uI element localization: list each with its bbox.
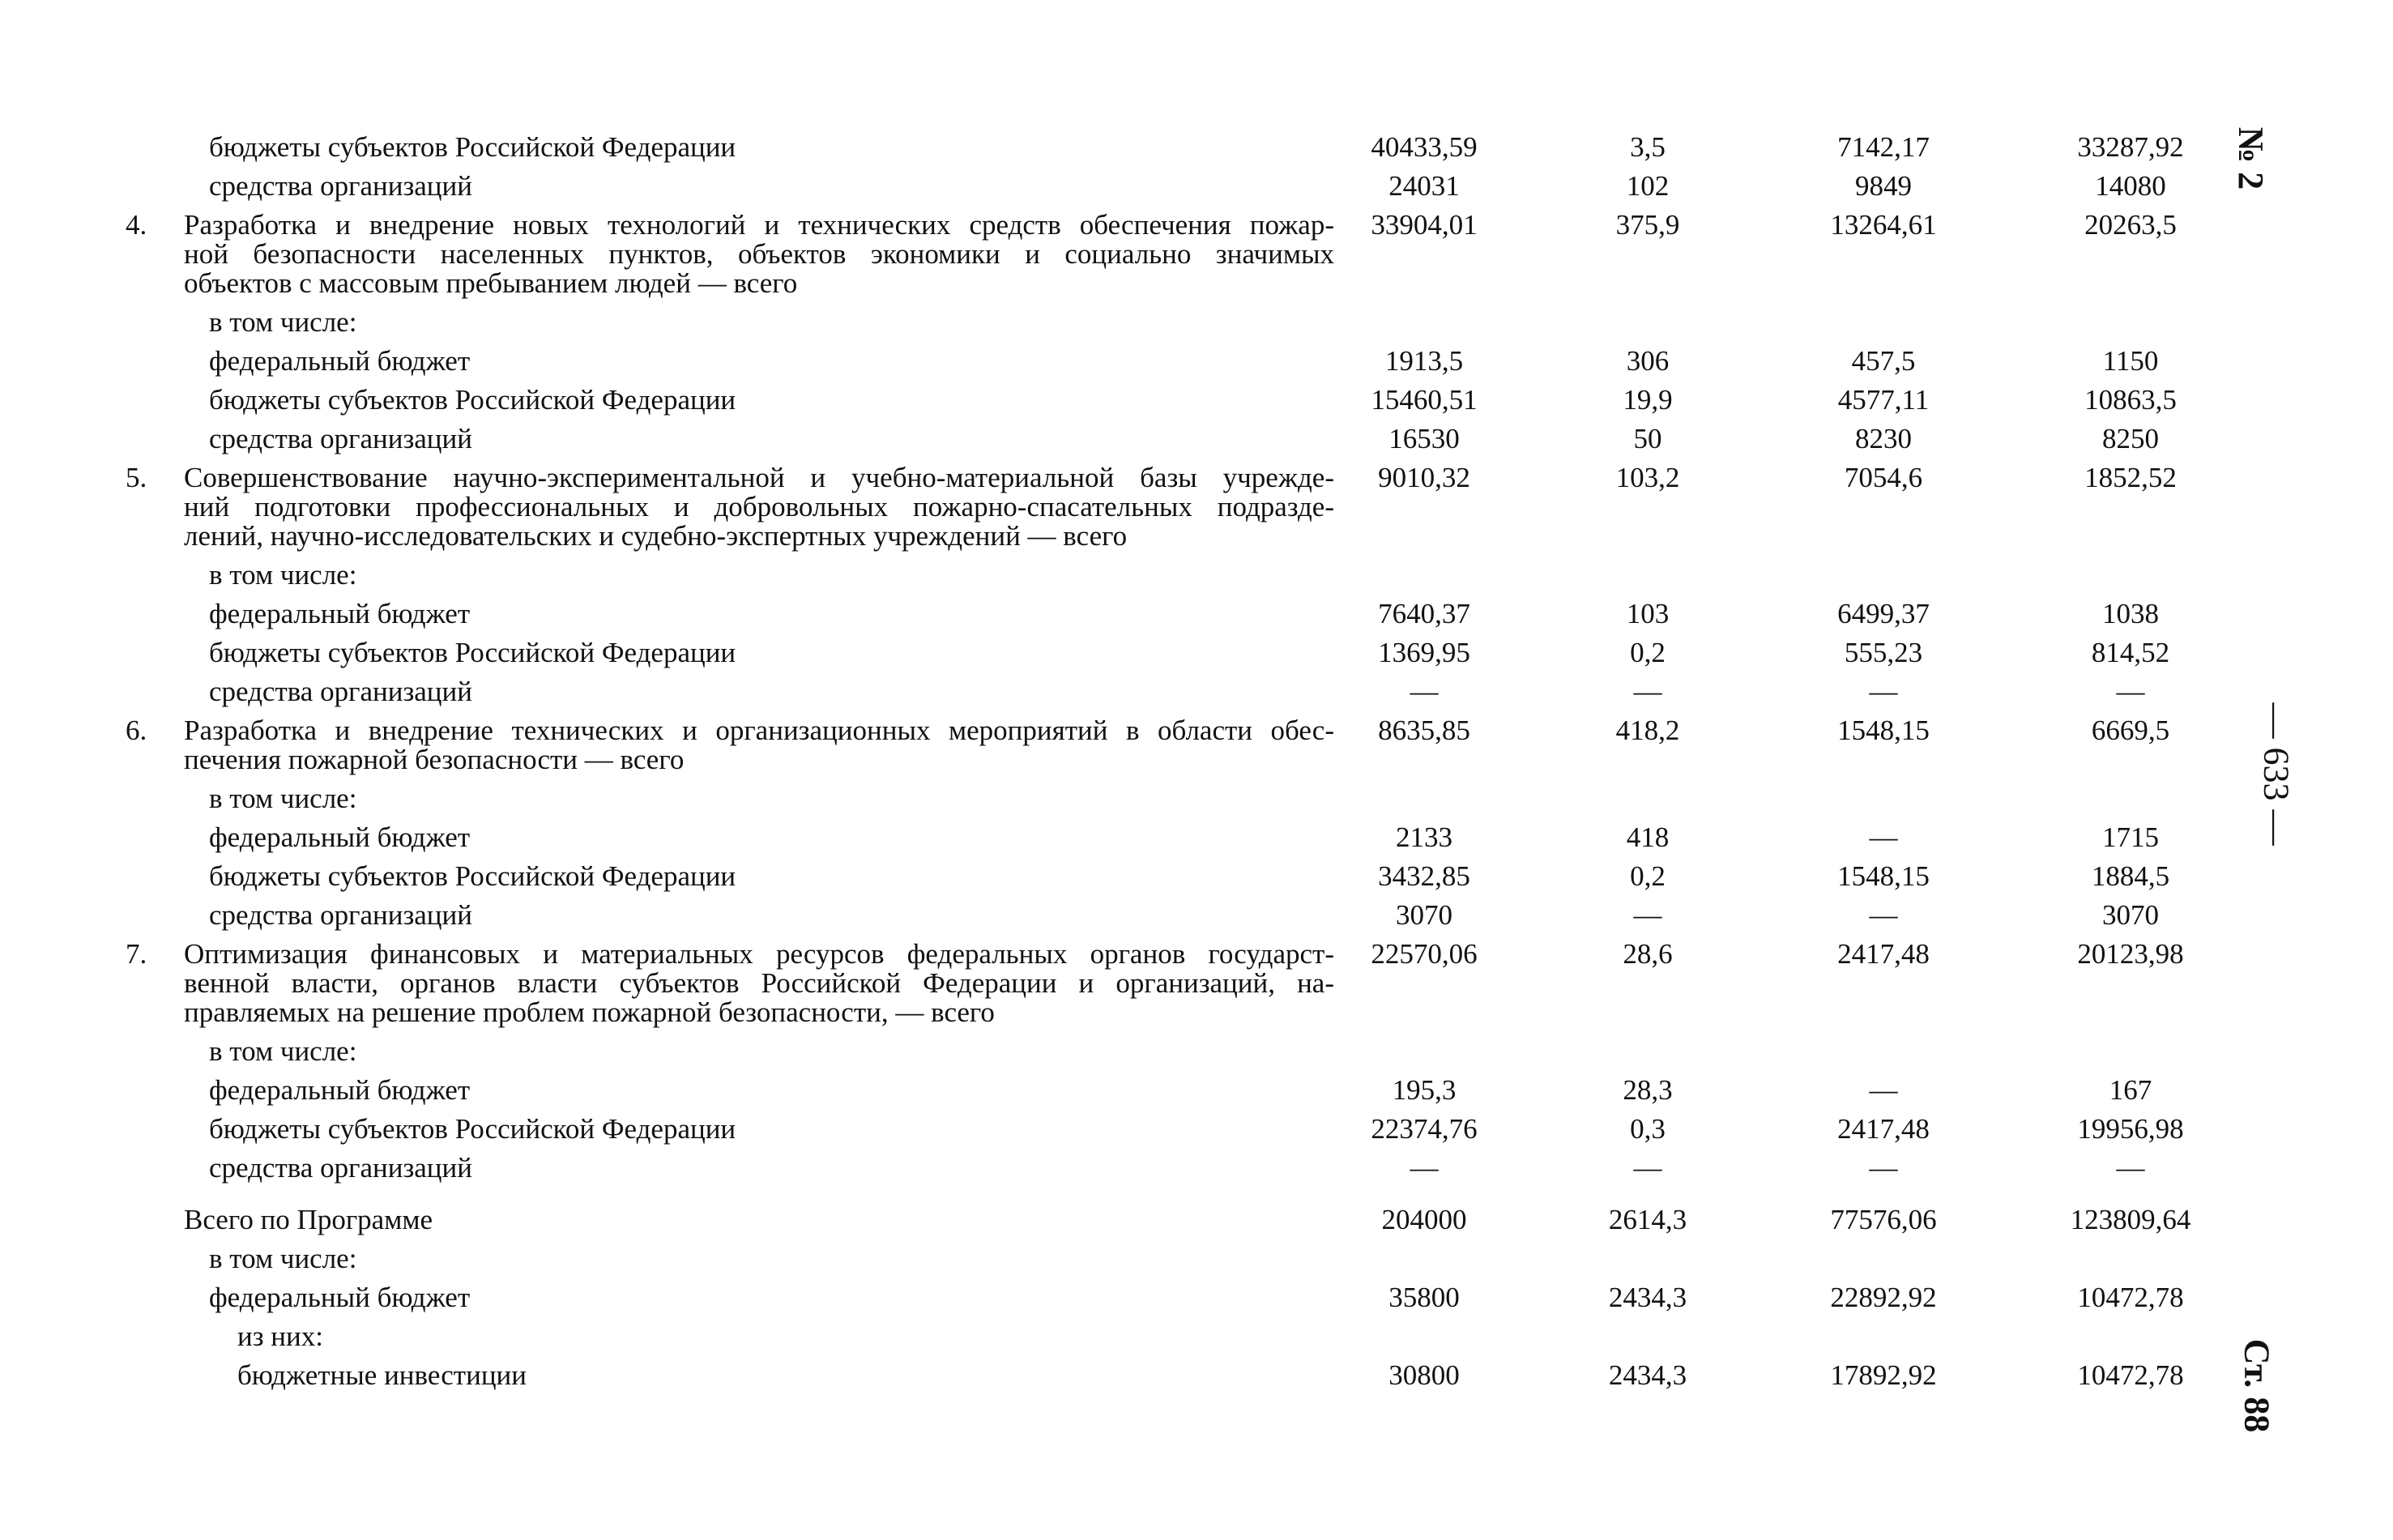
row-label: в том числе:: [209, 306, 357, 338]
value-year-1: 50: [1633, 423, 1662, 454]
item-description: [184, 716, 1334, 774]
value-year-1: —: [1633, 676, 1662, 707]
value-year-3: 167: [2109, 1074, 2152, 1106]
value-year-2: 77576,06: [1830, 1204, 1937, 1235]
value-year-3: 20263,5: [2084, 209, 2177, 241]
row-label: бюджеты субъектов Российской Федерации: [209, 860, 736, 892]
value-year-1: 19,9: [1623, 384, 1673, 416]
row-label: средства организаций: [209, 899, 472, 931]
value-year-3: 1884,5: [2091, 860, 2170, 892]
value-year-2: 6499,37: [1837, 598, 1930, 629]
description-line: Разработка и внедрение технических и организационных мероприятий в области обес-: [184, 715, 1334, 746]
value-total: 30800: [1388, 1359, 1460, 1391]
value-total: 1913,5: [1384, 345, 1464, 377]
row-label: средства организаций: [209, 423, 472, 454]
value-year-2: 9849: [1855, 170, 1912, 202]
value-total: 35800: [1388, 1282, 1460, 1313]
value-year-3: —: [2116, 1152, 2145, 1184]
value-total: 24031: [1388, 170, 1460, 202]
value-year-2: —: [1869, 1074, 1898, 1106]
value-total: —: [1410, 676, 1439, 707]
value-year-2: —: [1869, 899, 1898, 931]
description-line: Разработка и внедрение новых технологий и технических средств обеспечения пожар-: [184, 209, 1334, 241]
row-label: федеральный бюджет: [209, 598, 471, 629]
value-year-2: 555,23: [1844, 637, 1923, 668]
value-total: 204000: [1381, 1204, 1467, 1235]
value-year-2: 457,5: [1851, 345, 1916, 377]
row-label: бюджеты субъектов Российской Федерации: [209, 384, 736, 416]
value-year-3: 20123,98: [2077, 938, 2184, 970]
value-year-3: 1038: [2102, 598, 2159, 629]
description-line: правляемых на решение проблем пожарной безопасности, — всего: [184, 996, 995, 1028]
value-year-2: 4577,11: [1837, 384, 1930, 416]
value-year-3: 1715: [2102, 821, 2159, 853]
value-year-2: —: [1869, 676, 1898, 707]
row-label: федеральный бюджет: [209, 345, 471, 377]
value-year-2: 13264,61: [1830, 209, 1937, 241]
row-label: бюджеты субъектов Российской Федерации: [209, 637, 736, 668]
value-year-3: 123809,64: [2070, 1204, 2191, 1235]
row-label: в том числе:: [209, 783, 357, 814]
value-year-3: 10472,78: [2077, 1282, 2184, 1313]
value-year-2: 2417,48: [1837, 1113, 1930, 1145]
value-year-2: 1548,15: [1837, 860, 1930, 892]
value-year-1: 0,2: [1630, 860, 1666, 892]
item-number: 7.: [126, 938, 147, 970]
value-year-3: 814,52: [2091, 637, 2170, 668]
value-year-3: 10472,78: [2077, 1359, 2184, 1391]
value-year-1: 102: [1626, 170, 1670, 202]
value-year-3: 33287,92: [2077, 131, 2184, 163]
value-year-3: 19956,98: [2077, 1113, 2184, 1145]
value-year-1: 28,3: [1623, 1074, 1673, 1106]
value-year-2: —: [1869, 1152, 1898, 1184]
row-label: бюджеты субъектов Российской Федерации: [209, 131, 736, 163]
value-year-3: 3070: [2102, 899, 2159, 931]
value-year-3: 14080: [2095, 170, 2166, 202]
row-label: в том числе:: [209, 559, 357, 591]
value-year-1: 375,9: [1615, 209, 1680, 241]
value-year-1: 103,2: [1615, 462, 1680, 493]
row-label: средства организаций: [209, 676, 472, 707]
value-year-3: 1852,52: [2084, 462, 2177, 493]
value-total: 15460,51: [1371, 384, 1478, 416]
description-line: ний подготовки профессиональных и добровольных пожарно-спасательных подразде-: [184, 491, 1334, 523]
item-number: 4.: [126, 209, 147, 241]
item-description: [184, 211, 1334, 298]
value-total: 3432,85: [1378, 860, 1470, 892]
value-year-3: —: [2116, 676, 2145, 707]
value-total: 2133: [1396, 821, 1452, 853]
value-year-2: 1548,15: [1837, 715, 1930, 746]
value-year-1: 306: [1626, 345, 1670, 377]
value-year-1: 3,5: [1630, 131, 1666, 163]
row-label: федеральный бюджет: [209, 1074, 471, 1106]
value-year-3: 6669,5: [2091, 715, 2170, 746]
row-label: федеральный бюджет: [209, 1282, 471, 1313]
row-label: средства организаций: [209, 1152, 472, 1184]
item-number: 6.: [126, 715, 147, 746]
value-year-1: 418,2: [1615, 715, 1680, 746]
description-line: Совершенствование научно-экспериментальной и учебно-материальной базы учрежде-: [184, 462, 1334, 493]
row-label: бюджетные инвестиции: [237, 1359, 527, 1391]
value-year-1: 2434,3: [1608, 1282, 1687, 1313]
value-year-1: 28,6: [1623, 938, 1673, 970]
value-total: 22374,76: [1371, 1113, 1478, 1145]
value-year-2: —: [1869, 821, 1898, 853]
value-total: 9010,32: [1378, 462, 1470, 493]
value-year-2: 7142,17: [1837, 131, 1930, 163]
value-total: —: [1410, 1152, 1439, 1184]
value-year-2: 8230: [1855, 423, 1912, 454]
value-year-3: 1150: [2102, 345, 2159, 377]
value-year-1: 0,2: [1630, 637, 1666, 668]
value-year-2: 7054,6: [1844, 462, 1923, 493]
value-year-3: 10863,5: [2084, 384, 2177, 416]
row-label: в том числе:: [209, 1035, 357, 1067]
value-total: 8635,85: [1378, 715, 1470, 746]
value-year-1: 418: [1626, 821, 1670, 853]
article-label: Ст. 88: [2237, 1338, 2277, 1433]
value-year-1: 103: [1626, 598, 1670, 629]
description-line: Оптимизация финансовых и материальных ресурсов федеральных органов государст-: [184, 938, 1334, 970]
value-year-1: —: [1633, 899, 1662, 931]
row-label: федеральный бюджет: [209, 821, 471, 853]
value-total: 7640,37: [1378, 598, 1470, 629]
description-line: объектов с массовым пребыванием людей — всего: [184, 267, 798, 299]
row-label: Всего по Программе: [184, 1204, 433, 1235]
value-total: 1369,95: [1378, 637, 1470, 668]
row-label: средства организаций: [209, 170, 472, 202]
value-year-1: —: [1633, 1152, 1662, 1184]
description-line: лений, научно-исследовательских и судебно-экспертных учреждений — всего: [184, 520, 1128, 552]
value-year-1: 2614,3: [1608, 1204, 1687, 1235]
page-number-label: — 633 —: [2256, 702, 2297, 846]
row-label: из них:: [237, 1320, 323, 1352]
row-label: в том числе:: [209, 1243, 357, 1274]
value-total: 195,3: [1392, 1074, 1457, 1106]
item-description: [184, 940, 1334, 1027]
row-label: бюджеты субъектов Российской Федерации: [209, 1113, 736, 1145]
value-year-2: 17892,92: [1830, 1359, 1937, 1391]
description-line: венной власти, органов власти субъектов Российской Федерации и организаций, на-: [184, 967, 1334, 999]
value-year-1: 2434,3: [1608, 1359, 1687, 1391]
value-total: 33904,01: [1371, 209, 1478, 241]
value-year-2: 22892,92: [1830, 1282, 1937, 1313]
issue-number-label: № 2: [2231, 126, 2271, 190]
value-total: 22570,06: [1371, 938, 1478, 970]
description-line: ной безопасности населенных пунктов, объектов экономики и социально значимых: [184, 238, 1334, 270]
value-year-2: 2417,48: [1837, 938, 1930, 970]
value-year-3: 8250: [2102, 423, 2159, 454]
item-description: [184, 463, 1334, 551]
value-total: 16530: [1388, 423, 1460, 454]
value-total: 3070: [1396, 899, 1452, 931]
item-number: 5.: [126, 462, 147, 493]
value-total: 40433,59: [1371, 131, 1478, 163]
description-line: печения пожарной безопасности — всего: [184, 744, 685, 775]
value-year-1: 0,3: [1630, 1113, 1666, 1145]
